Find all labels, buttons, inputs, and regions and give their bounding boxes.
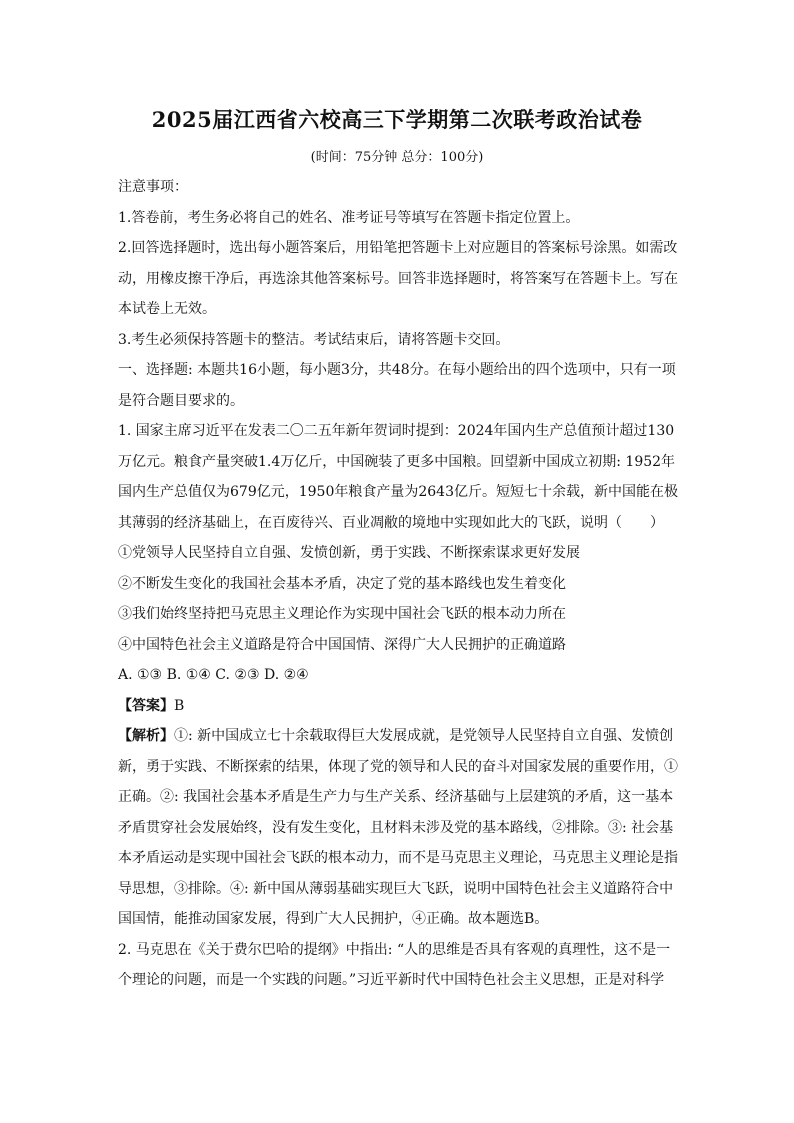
question-1-option-4: ④中国特色社会主义道路是符合中国国情、深得广大人民拥护的正确道路 [118,636,566,653]
question-1-option-3: ③我们始终坚持把马克思主义理论作为实现中国社会飞跃的根本动力所在 [118,606,566,622]
answer-value: B [174,697,185,714]
page-title: 2025届江西省六校高三下学期第二次联考政治试卷 [151,107,643,132]
question-1-choices: A. ①③ B. ①④ C. ②③ D. ②④ [118,667,309,683]
notice-item-3: 3.考生必须保持答题卡的整洁。考试结束后，请将答题卡交回。 [118,331,510,348]
analysis-text: ①: 新中国成立七十余载取得巨大发展成就，是党领导人民坚持自立自强、发愤创新，勇于实践、不断探索的结果，体现了党的领导和人民的奋斗对国家发展的重要作用，①正确。②: 我国社会基本矛盾是生产力与生产关系、经济基础与上层建筑的矛盾，这一基本矛盾贯穿社会发展始终，没有发生变化，且材料未涉及党的基本路线，②排除。③: 社会基本矛盾运动是实现中国社会飞跃的根本动力，而不是马克思主义理论，马克思主义理论是指导思想，③排除。④: 新中国从薄弱基础实现巨大飞跃，说明中国特色社会主义道路符合中国国情，能推动国家发展，得到广大人民拥护，④正确。故本题选B。 [118,728,678,927]
question-2-stem: 2. 马克思在《关于费尔巴哈的提纲》中指出: “人的思维是否具有客观的真理性，这不是一个理论的问题，而是一个实践的问题。”习近平新时代中国特色社会主义思想，正是对科学 [118,941,671,988]
section-intro: 一、选择题: 本题共16小题，每小题3分，共48分。在每小题给出的四个选项中，只有一项是符合题目要求的。 [118,362,676,409]
exam-body [118,172,678,996]
notice-item-2: 2.回答选择题时，选出每小题答案后，用铅笔把答题卡上对应题目的答案标号涂黑。如需改动，用橡皮擦干净后，再选涂其他答案标号。回答非选择题时，将答案写在答题卡上。写在 本试卷上无效。 [118,240,678,317]
question-1-option-2: ②不断发生变化的我国社会基本矛盾，决定了党的基本路线也发生着变化 [118,575,566,592]
question-1-analysis [118,721,678,935]
exam-time-score: (时间：75分钟 总分：100分) [310,150,484,165]
notice-heading: 注意事项： [118,179,188,195]
answer-label: 【答案】 [118,697,174,714]
question-1-option-1: ①党领导人民坚持自立自强、发愤创新，勇于实践、不断探索谋求更好发展 [118,545,580,561]
notice-item-1: 1.答卷前，考生务必将自己的姓名、准考证号等填写在答题卡指定位置上。 [118,209,580,226]
analysis-label: 【解析】 [118,728,174,744]
question-1-answer [118,691,678,722]
question-1-stem: 1. 国家主席习近平在发表二〇二五年新年贺词时提到：2024年国内生产总值预计超过130万亿元。粮食产量突破1.4万亿斤，中国碗装了更多中国粮。回望新中国成立初期: 1952年国内生产总值仅为679亿元，1950年粮食产量为2643亿斤。短短七十余载，新中国能在极其薄弱的经济基础上，在百废待兴、百业凋敝的境地中实现如此大的飞跃，说明（ ） [118,423,678,531]
